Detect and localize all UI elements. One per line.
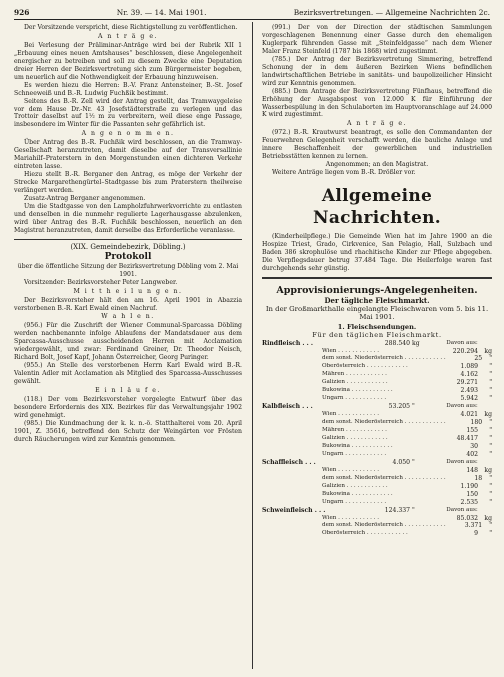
origin-value: 155 [466,427,478,435]
paragraph: Hiezu stellt B.-R. Berganer den Antrag, es möge der Verkehr der Strecke Margarethengürtel–Stadtgasse bis zum Praterstern theilweise verlängert werden. [14,171,242,195]
paragraph: (991.) Der von der Direction der städtischen Sammlungen vorgeschlagenen Benennung einer Gasse durch den ehemaligen Kuglerpark führenden Gasse mit „Steinfeldgasse“ nach dem Wiener Maler Franz Steinfeld (1787 bis 1868) wird zugestimmt. [262,24,492,55]
table-row-main [262,340,492,348]
paragraph: Der Bezirksvorsteher hält den am 16. April 1901 in Abazzia verstorbenen B.-R. Karl Ewald einen Nachruf. [14,296,242,312]
table-row-origin [262,515,492,523]
origin-label: Oberösterreich . . . . . . . . . . . . [322,363,408,370]
page-number: 926 [14,8,30,17]
row-label: Schweinfleisch . . . [262,506,326,514]
row-unit: kg [412,339,420,347]
origin-value: 3.371 [464,522,483,530]
row-unit: " [412,403,415,411]
row-note: Davon aus: [446,458,478,465]
origin-label: Bukowina . . . . . . . . . . . . [322,442,393,449]
row-note: Davon aus: [446,339,478,346]
origin-label: Oberösterreich . . . . . . . . . . . . [322,530,408,537]
origin-unit: " [489,419,492,427]
origin-value: 4.162 [460,371,478,379]
row-quantity: 53.205 [388,403,410,411]
table-row-origin [262,435,492,443]
origin-unit: " [489,450,492,458]
origin-value: 220.294 [452,347,478,355]
origin-unit: kg [484,466,492,474]
row-note: Davon aus: [446,506,478,513]
table-row-origin [262,348,492,356]
origin-unit: " [489,427,492,435]
paragraph: Seitens des B.-R. Zell wird der Antrag gestellt, das Tramwaygeleise vor dem Hause Dr.-Nr. 43 Josefstädterstraße zu verlegen und das Trottoir daselbst auf 1½ m zu verbreitern, weil diese enge Passage, insbesondere im Winter für die Passanten sehr gefährlich ist. [14,97,242,129]
origin-label: Galizien . . . . . . . . . . . . [322,482,388,489]
column-divider [252,22,253,669]
row-quantity: 4.050 [392,458,410,466]
origin-value: 18 [474,474,483,482]
section-rule [14,239,242,240]
origin-value: 29.271 [456,379,478,387]
paragraph: (972.) B.-R. Krautwurst beantragt, es solle den Commandanten der Feuerwehren Gelegenheit verschafft werden, die bauliche Anlage und innere Beschaffenheit der gewerblichen und industriellen Betriebsstätten kennen zu lernen. [262,129,492,161]
origin-unit: " [489,474,492,482]
origin-value: 85.032 [456,514,478,522]
issue-line: Nr. 39. — 14. Mai 1901. [116,8,207,17]
origin-value: 9 [474,530,478,538]
origin-unit: " [489,434,492,442]
origin-label: Ungarn . . . . . . . . . . . . [322,450,387,457]
subheading-einlaeufe: E i n l ä u f e. [95,387,161,395]
origin-unit: " [489,363,492,371]
origin-value: 5.942 [460,395,478,403]
origin-label: dem sonst. Niederösterreich . . . . . . . . . . . . [322,522,446,529]
section-rule [262,277,492,279]
origin-unit: " [489,355,492,363]
table-row-origin [262,530,492,538]
origin-label: Galizien . . . . . . . . . . . . [322,379,388,386]
origin-label: dem sonst. Niederösterreich . . . . . . . . . . . . [322,419,446,426]
paragraph: (785.) Der Antrag der Bezirksvertretung Simmering, betreffend Schonung der in dem äußeren Bezirken Wiens befindlichen landwirtschaftlichen Betriebe in sanitäts- und baupolizeilicher Hinsicht wird zur Kenntnis genommen. [262,55,492,87]
subheading-antraege: A n t r ä g e. [98,32,158,40]
origin-label: Mähren . . . . . . . . . . . . [322,371,387,378]
table-row-origin [262,467,492,475]
row-note: Davon aus: [446,403,478,410]
origin-value: 150 [466,490,478,498]
row-label: Schaffleisch . . . [262,458,316,466]
origin-unit: " [489,371,492,379]
origin-label: Wien . . . . . . . . . . . . [322,514,380,521]
origin-value: 1.089 [460,363,478,371]
section-line: Bezirksvertretungen. — Allgemeine Nachrichten 2c. [293,8,490,17]
origin-value: 402 [466,450,478,458]
table-row-origin [262,499,492,507]
origin-value: 2.493 [460,387,478,395]
allgemeine-nachrichten-heading: Allgemeine Nachrichten. [313,186,441,229]
intro-line: In der Großmarkthalle eingelangte Fleischwaren vom 5. bis 11. Mai 1901. [265,304,489,322]
origin-unit: " [489,442,492,450]
chairman-line: Vorsitzender: Bezirksvorsteher Peter Langweber. [24,278,178,286]
origin-value: 30 [470,442,478,450]
paragraph: (Kinderheilpflege.) Die Gemeinde Wien hat im Jahre 1900 an die Hospize Triest, Grado, Cirkvenice, San Pelagio, Hall, Sulzbach und Baden 386 skrophulöse und rhachitische Kinder zur Pflege abgegeben. Die Verpflegsdauer betrug 37.484 Tage. Die Heilerfolge waren fast durchgehends sehr günstig. [262,233,492,272]
table-row-origin [262,483,492,491]
paragraph: (955.) An Stelle des verstorbenen Herrn Karl Ewald wird B.-R. Valentin Adler mit Acclamation als Mitglied des Sparcassa-Ausschusses gewählt. [14,362,242,386]
table-row-main [262,403,492,411]
origin-value: 2.535 [460,498,478,506]
origin-unit: " [489,482,492,490]
table-row-origin [262,395,492,403]
row-quantity: 288.540 [384,339,410,347]
table-row-origin [262,443,492,451]
table-row-origin [262,522,492,530]
origin-unit: " [489,387,492,395]
table-row-main [262,459,492,467]
row-unit: " [412,506,415,514]
header-rule [14,19,490,20]
origin-label: dem sonst. Niederösterreich . . . . . . . . . . . . [322,474,446,481]
district-heading: (XIX. Gemeindebezirk, Döbling.) [70,242,186,251]
protokoll-heading: Protokoll [104,251,152,262]
section-subheading: Für den täglichen Fleischmarkt. [312,330,442,339]
origin-value: 48.417 [456,434,478,442]
table-row-origin [262,491,492,499]
origin-value: 1.190 [460,482,478,490]
origin-value: 4.021 [460,411,478,419]
further-motions-line: Weitere Anträge liegen vom B.-R. Drößler vor. [272,169,416,177]
subheading-mittheilungen: M i t t h e i l u n g e n. [73,287,183,295]
paragraph: (118.) Der vom Bezirksvorsteher vorgelegte Entwurf über das besondere Erfordernis des XIX. Bezirkes für das Verwaltungsjahr 1902 wird genehmigt. [14,395,242,419]
origin-label: Wien . . . . . . . . . . . . [322,411,380,418]
origin-label: Ungarn . . . . . . . . . . . . [322,498,387,505]
origin-unit: " [489,530,492,538]
fleischmarkt-heading: Der tägliche Fleischmarkt. [324,295,430,305]
meat-table [262,340,492,539]
origin-unit: kg [484,514,492,522]
table-row-origin [262,411,492,419]
origin-label: Bukowina . . . . . . . . . . . . [322,387,393,394]
origin-unit: " [489,522,492,530]
protokoll-subtitle: über die öffentliche Sitzung der Bezirksvertretung Döbling vom 2. Mai 1901. [17,262,239,278]
origin-label: Ungarn . . . . . . . . . . . . [322,395,387,402]
magistrat-line: Angenommen; an den Magistrat. [325,161,429,169]
page-header [14,5,490,17]
origin-value: 180 [470,419,483,427]
table-row-origin [262,363,492,371]
table-row-origin [262,419,492,427]
paragraph: Um die Stadtgasse von den Lampholzfuhrwerkvorrichte zu entlasten und denselben in die nunmehr regulierte Lagerhausgasse abzulenken, wird über Antrag des B.-R. Fuchßik beschlossen, neuerlich an den Magistrat heranzutreten, damit derselbe das Erforderliche veranlasse. [14,202,242,234]
table-row-origin [262,371,492,379]
section-heading: 1. Fleischsendungen. [337,322,417,331]
right-column [262,24,492,538]
paragraph: Bei Verlesung der Präliminar-Anträge wird bei der Rubrik XII 1 „Erbauung eines neuen Amtshauses“ beschlossen, diese Angelegenheit energischer zu betreiben und soll zu diesem Zwecke eine Deputation dreier Herren der Bezirksvertretung sich zum Bürgermeister begeben, um neuerlich auf die Nothwendigkeit der Erbauung hinzuweisen. [14,41,242,81]
paragraph: Über Antrag des B.-R. Fuchßik wird beschlossen, an die Tramway-Gesellschaft heranzutreten, damit dieselbe auf der Transversallinie Mariahilf–Praterstern in den Morgenstunden einen dichteren Verkehr eintreten lasse. [14,139,242,171]
paragraph: (985.) Die Kundmachung der k. k. n.-ö. Statthalterei vom 20. April 1901, Z. 35616, betreffend den Schutz der Weingärten vor Frösten durch Räucherungen wird zur Kenntnis genommen. [14,419,242,443]
table-row-origin [262,475,492,483]
origin-unit: " [489,498,492,506]
origin-label: Wien . . . . . . . . . . . . [322,347,380,354]
paragraph: Der Vorsitzende verspricht, diese Richtigstellung zu veröffentlichen. [24,24,238,31]
paragraph: (885.) Dem Antrage der Bezirksvertretung Fünfhaus, betreffend die Erhöhung der Ausgabspost von 12.000 K für Einführung der Wasserbespülung in den Schulaborten im Hauptvoranschlage auf 24.000 K wird zugestimmt. [262,87,492,119]
origin-label: Bukowina . . . . . . . . . . . . [322,490,393,497]
origin-label: dem sonst. Niederösterreich . . . . . . . . . . . . [322,355,446,362]
table-row-origin [262,355,492,363]
subheading-angenommen: A n g e n o m m e n. [81,130,175,138]
origin-unit: kg [484,347,492,355]
row-label: Kalbfleisch . . . [262,403,313,411]
approvisionierung-heading: Approvisionierungs-Angelegenheiten. [276,284,478,296]
origin-unit: kg [484,411,492,419]
table-row-origin [262,379,492,387]
table-row-origin [262,387,492,395]
origin-unit: " [489,379,492,387]
origin-label: Wien . . . . . . . . . . . . [322,466,380,473]
subheading-wahlen: W a h l e n. [101,313,155,321]
paragraph: (956.) Für die Zuschrift der Wiener Communal-Sparcassa Döbling werden nachbenannte infolge Ablaufens der Mandatsdauer aus dem Sparcassa-Ausschusse ausscheidenden Herren mit Acclamation wiedergewählt, und zwar: Ferdinand Greiner, Dr. Theodor Neisch, Richard Bolt, Josef Kapf, Johann Österreicher, Georg Puringer. [14,322,242,362]
origin-unit: " [489,490,492,498]
table-row-main [262,507,492,515]
table-row-origin [262,427,492,435]
origin-unit: " [489,395,492,403]
row-unit: " [412,458,415,466]
paragraph: Zusatz-Antrag Berganer angenommen. [24,195,146,203]
row-quantity: 124.337 [384,506,410,514]
origin-label: Mähren . . . . . . . . . . . . [322,427,387,434]
origin-label: Galizien . . . . . . . . . . . . [322,434,388,441]
origin-value: 148 [466,466,478,474]
paragraph: Es werden hiezu die Herren: B.-V. Franz Antensteiner, B.-St. Josef Schneeweiß und B.-R. Ludwig Fuchßik bestimmt. [14,81,242,97]
origin-value: 25 [474,355,483,363]
row-label: Rindfleisch . . . [262,339,313,347]
left-column [14,24,242,444]
table-row-origin [262,451,492,459]
subheading-antraege: A n t r ä g e. [347,120,407,128]
